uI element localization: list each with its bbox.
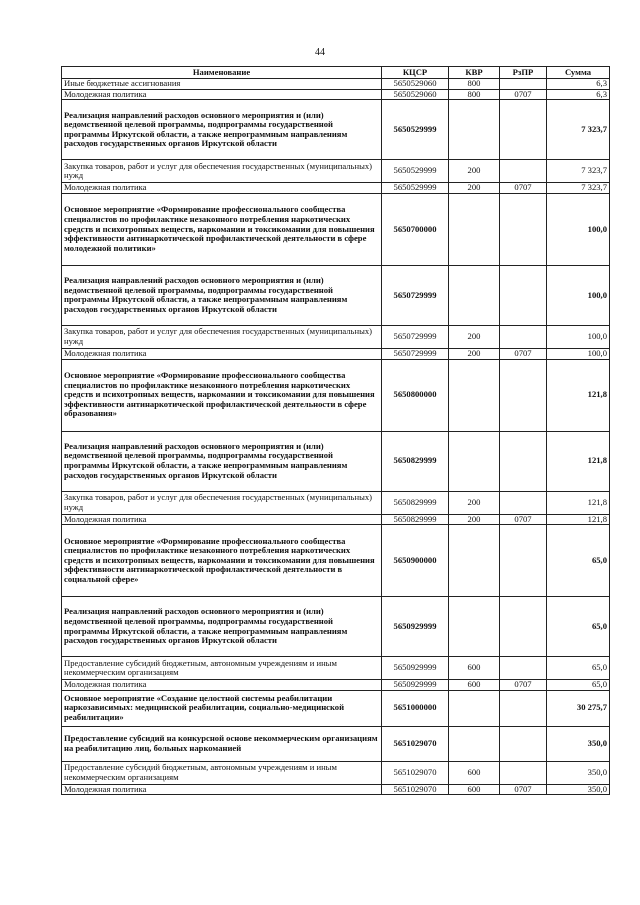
cell-sum: 7 323,7 — [547, 183, 610, 194]
cell-kvr: 800 — [449, 79, 500, 90]
cell-kcsr: 5650929999 — [382, 597, 449, 657]
cell-sum: 65,0 — [547, 657, 610, 680]
cell-rzpr — [500, 160, 547, 183]
cell-name: Предоставление субсидий на конкурсной основе некоммерческим организациям на реабилитацию лиц, больных наркоманией — [62, 726, 382, 761]
cell-name: Предоставление субсидий бюджетным, автономным учреждениям и иным некоммерческим организациям — [62, 761, 382, 784]
header-sum: Сумма — [547, 67, 610, 79]
table-row — [62, 348, 610, 359]
page-number: 44 — [315, 47, 325, 58]
cell-name: Закупка товаров, работ и услуг для обеспечения государственных (муниципальных) нужд — [62, 160, 382, 183]
table-row — [62, 726, 610, 761]
cell-rzpr: 0707 — [500, 784, 547, 795]
cell-name: Закупка товаров, работ и услуг для обеспечения государственных (муниципальных) нужд — [62, 325, 382, 348]
cell-rzpr — [500, 597, 547, 657]
table-row — [62, 514, 610, 525]
cell-rzpr: 0707 — [500, 183, 547, 194]
table-row — [62, 784, 610, 795]
cell-kvr — [449, 690, 500, 726]
cell-rzpr — [500, 726, 547, 761]
cell-kvr: 600 — [449, 680, 500, 691]
header-name: Наименование — [62, 67, 382, 79]
table-row — [62, 597, 610, 657]
table-row — [62, 525, 610, 597]
header-kcsr: КЦСР — [382, 67, 449, 79]
cell-kvr — [449, 726, 500, 761]
cell-kvr — [449, 359, 500, 431]
cell-kcsr: 5650800000 — [382, 359, 449, 431]
cell-rzpr — [500, 265, 547, 325]
cell-rzpr — [500, 325, 547, 348]
table-body — [62, 79, 610, 795]
table-row — [62, 657, 610, 680]
cell-name: Реализация направлений расходов основного мероприятия и (или) ведомственной целевой программы, подпрограммы государственной программы Иркутской области, а также непрограммным направлениям расходов государственных органов Иркутской области — [62, 265, 382, 325]
cell-kcsr: 5651029070 — [382, 784, 449, 795]
cell-kcsr: 5650529999 — [382, 183, 449, 194]
cell-name: Молодежная политика — [62, 183, 382, 194]
cell-kcsr: 5651029070 — [382, 761, 449, 784]
cell-sum: 121,8 — [547, 431, 610, 491]
cell-kcsr: 5650729999 — [382, 348, 449, 359]
cell-kcsr: 5651029070 — [382, 726, 449, 761]
cell-kcsr: 5650929999 — [382, 680, 449, 691]
table-row — [62, 431, 610, 491]
table-row — [62, 359, 610, 431]
cell-rzpr — [500, 193, 547, 265]
cell-name: Основное мероприятие «Создание целостной системы реабилитации наркозависимых: медицинской реабилитации, социально-медицинской реабилитации» — [62, 690, 382, 726]
cell-rzpr — [500, 690, 547, 726]
cell-name: Основное мероприятие «Формирование профессионального сообщества специалистов по профилактике незаконного потребления наркотических средств и психотропных веществ, наркомании и токсикомании для повышения эффективности антинаркотической профилактической деятельности в сфере молодежной политики» — [62, 193, 382, 265]
cell-sum: 7 323,7 — [547, 100, 610, 160]
cell-name: Реализация направлений расходов основного мероприятия и (или) ведомственной целевой программы, подпрограммы государственной программы Иркутской области, а также непрограммным направлениям расходов государственных органов Иркутской области — [62, 100, 382, 160]
cell-kcsr: 5650529060 — [382, 79, 449, 90]
cell-sum: 350,0 — [547, 761, 610, 784]
table-row — [62, 265, 610, 325]
cell-rzpr — [500, 491, 547, 514]
budget-table — [61, 66, 610, 795]
cell-name: Основное мероприятие «Формирование профессионального сообщества специалистов по профилактике незаконного потребления наркотических средств и психотропных веществ, наркомании и токсикомании для повышения эффективности антинаркотической профилактической деятельности в сфере образования» — [62, 359, 382, 431]
cell-kcsr: 5650900000 — [382, 525, 449, 597]
header-kvr: КВР — [449, 67, 500, 79]
cell-sum: 7 323,7 — [547, 160, 610, 183]
table-row — [62, 89, 610, 100]
cell-kvr: 200 — [449, 514, 500, 525]
cell-kcsr: 5650829999 — [382, 491, 449, 514]
table-row — [62, 193, 610, 265]
cell-kcsr: 5650529060 — [382, 89, 449, 100]
cell-rzpr — [500, 657, 547, 680]
cell-rzpr — [500, 761, 547, 784]
cell-name: Молодежная политика — [62, 89, 382, 100]
cell-rzpr: 0707 — [500, 348, 547, 359]
cell-name: Реализация направлений расходов основного мероприятия и (или) ведомственной целевой программы, подпрограммы государственной программы Иркутской области, а также непрограммным направлениям расходов государственных органов Иркутской области — [62, 431, 382, 491]
cell-kvr — [449, 431, 500, 491]
cell-name: Молодежная политика — [62, 680, 382, 691]
cell-sum: 65,0 — [547, 525, 610, 597]
cell-rzpr: 0707 — [500, 89, 547, 100]
cell-kvr: 600 — [449, 761, 500, 784]
cell-sum: 100,0 — [547, 193, 610, 265]
cell-kcsr: 5650929999 — [382, 657, 449, 680]
cell-rzpr: 0707 — [500, 514, 547, 525]
cell-kvr — [449, 193, 500, 265]
table-row — [62, 100, 610, 160]
cell-kcsr: 5650529999 — [382, 160, 449, 183]
table-row — [62, 183, 610, 194]
cell-sum: 121,8 — [547, 359, 610, 431]
cell-sum: 6,3 — [547, 79, 610, 90]
cell-kvr: 200 — [449, 348, 500, 359]
cell-kcsr: 5650729999 — [382, 325, 449, 348]
cell-kcsr: 5650729999 — [382, 265, 449, 325]
cell-sum: 121,8 — [547, 514, 610, 525]
cell-kvr: 200 — [449, 160, 500, 183]
cell-kvr: 200 — [449, 325, 500, 348]
cell-name: Молодежная политика — [62, 514, 382, 525]
cell-sum: 350,0 — [547, 726, 610, 761]
table-row — [62, 79, 610, 90]
cell-name: Основное мероприятие «Формирование профессионального сообщества специалистов по профилактике незаконного потребления наркотических средств и психотропных веществ, наркомании и токсикомании для повышения эффективности антинаркотической профилактической деятельности в социальной сфере» — [62, 525, 382, 597]
table-header-row — [62, 67, 610, 79]
cell-sum: 65,0 — [547, 597, 610, 657]
cell-kvr: 600 — [449, 657, 500, 680]
cell-kvr: 200 — [449, 183, 500, 194]
cell-sum: 65,0 — [547, 680, 610, 691]
cell-kvr — [449, 597, 500, 657]
cell-kvr: 600 — [449, 784, 500, 795]
cell-kvr — [449, 265, 500, 325]
cell-name: Реализация направлений расходов основного мероприятия и (или) ведомственной целевой программы, подпрограммы государственной программы Иркутской области, а также непрограммным направлениям расходов государственных органов Иркутской области — [62, 597, 382, 657]
cell-name: Молодежная политика — [62, 348, 382, 359]
cell-sum: 100,0 — [547, 348, 610, 359]
cell-rzpr — [500, 359, 547, 431]
cell-kvr — [449, 525, 500, 597]
header-rzpr: РзПР — [500, 67, 547, 79]
cell-sum: 350,0 — [547, 784, 610, 795]
cell-rzpr — [500, 525, 547, 597]
table-row — [62, 761, 610, 784]
cell-rzpr — [500, 79, 547, 90]
cell-name: Молодежная политика — [62, 784, 382, 795]
cell-sum: 100,0 — [547, 325, 610, 348]
table-row — [62, 680, 610, 691]
cell-sum: 121,8 — [547, 491, 610, 514]
cell-kcsr: 5650529999 — [382, 100, 449, 160]
cell-kcsr: 5650829999 — [382, 431, 449, 491]
cell-rzpr — [500, 431, 547, 491]
cell-kvr: 200 — [449, 491, 500, 514]
cell-sum: 6,3 — [547, 89, 610, 100]
cell-kcsr: 5650700000 — [382, 193, 449, 265]
table-row — [62, 325, 610, 348]
cell-rzpr: 0707 — [500, 680, 547, 691]
cell-kvr — [449, 100, 500, 160]
cell-sum: 30 275,7 — [547, 690, 610, 726]
table-row — [62, 491, 610, 514]
table-row — [62, 160, 610, 183]
cell-kvr: 800 — [449, 89, 500, 100]
cell-name: Иные бюджетные ассигнования — [62, 79, 382, 90]
cell-sum: 100,0 — [547, 265, 610, 325]
cell-kcsr: 5650829999 — [382, 514, 449, 525]
cell-kcsr: 5651000000 — [382, 690, 449, 726]
table-row — [62, 690, 610, 726]
cell-rzpr — [500, 100, 547, 160]
cell-name: Закупка товаров, работ и услуг для обеспечения государственных (муниципальных) нужд — [62, 491, 382, 514]
cell-name: Предоставление субсидий бюджетным, автономным учреждениям и иным некоммерческим организациям — [62, 657, 382, 680]
